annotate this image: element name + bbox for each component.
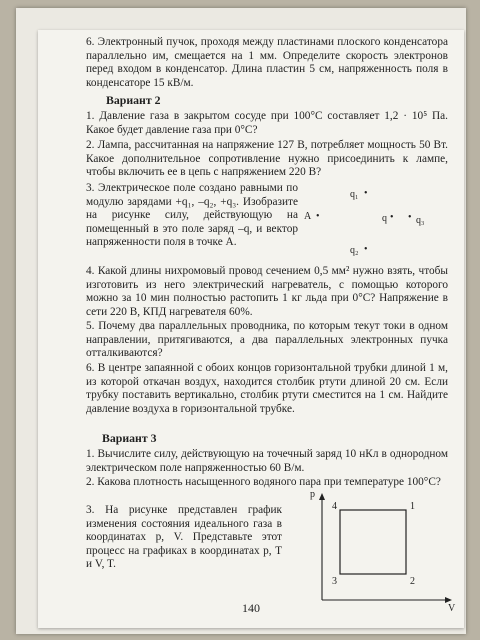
charge-q2-label: q₂	[350, 245, 359, 256]
page-number: 140	[242, 601, 260, 615]
graph-point-3: 3	[332, 576, 337, 587]
variant-3-problem-2: 2. Какова плотность насыщенного водяного пара при температуре 100°С?	[86, 476, 441, 488]
variant-3-heading: Вариант 3	[102, 431, 157, 445]
graph-point-2: 2	[410, 576, 415, 587]
variant-2-problem-3: 3. Электрическое поле создано равными по модулю зарядами +q₁, –q₂, +q₃. Изобразите на рисунке силу, действующую на помещенный в это поле заряд –q, и вектор напряженности поля в точке А.	[86, 182, 298, 249]
variant-2-problem-6: 6. В центре запаянной с обоих концов горизонтальной трубки длиной 1 м, из которой откачан воздух, находится столбик ртути длиной 20 см. Если трубку поставить вертикально, столбик ртути сместится на 1 см. Найдите давление воздуха в горизонтальной трубке.	[86, 362, 448, 415]
process-cycle	[340, 510, 406, 574]
variant-2-heading: Вариант 2	[106, 93, 161, 107]
variant-2-problem-2: 2. Лампа, рассчитанная на напряжение 127 В, потребляет мощность 50 Вт. Какое дополнительное сопротивление нужно присоединить к лампе, чтобы включить ее в цепь с напряжением 220 В?	[86, 139, 448, 179]
charge-q1-dot: •	[364, 188, 368, 199]
charge-q-label: q	[382, 213, 387, 224]
graph-point-4: 4	[332, 501, 337, 512]
pv-graph	[306, 490, 456, 608]
point-a-label: A	[304, 211, 312, 222]
problem-6-text: 6. Электронный пучок, проходя между пластинами плоского конденсатора параллельно им, смещается на 1 мм. Определите скорость электронов перед входом в конденсатор. Длина пластин 5 см, напряженность поля в конденсаторе 15 кВ/м.	[86, 36, 448, 89]
charge-q1-label: q₁	[350, 189, 359, 200]
charge-q2-dot: •	[364, 244, 368, 255]
variant-2-problem-5: 5. Почему два параллельных проводника, по которым текут токи в одном направлении, притягиваются, а два параллельных электронных пучка отталкиваются?	[86, 320, 448, 360]
variant-3-problem-3: 3. На рисунке представлен график изменения состояния идеального газа в координатах р, V. Представьте этот процесс на графиках в координатах р, Т и V, T.	[86, 504, 282, 571]
variant-3-problem-1: 1. Вычислите силу, действующую на точечный заряд 10 нКл в однородном электрическом поле напряженностью 60 В/м.	[86, 448, 448, 474]
charge-q-dot: •	[390, 212, 394, 223]
graph-p-label: p	[310, 489, 315, 500]
graph-point-1: 1	[410, 501, 415, 512]
book-page	[38, 30, 464, 628]
variant-2-problem-1: 1. Давление газа в закрытом сосуде при 100°С составляет 1,2 · 10⁵ Па. Какое будет давление газа при 0°С?	[86, 110, 448, 136]
point-a-dot: •	[316, 211, 320, 222]
charge-q3-label: q₃	[416, 215, 425, 226]
charge-q3-dot: •	[408, 212, 412, 223]
graph-v-label: V	[448, 603, 456, 614]
p-axis-arrow	[319, 493, 325, 500]
variant-2-problem-4: 4. Какой длины нихромовый провод сечением 0,5 мм² нужно взять, чтобы изготовить из него электрический нагреватель, с помощью которого можно за 10 мин полностью растопить 1 кг льда при 0°С? Напряжение в сети 220 В, КПД нагревателя 60%.	[86, 265, 448, 318]
